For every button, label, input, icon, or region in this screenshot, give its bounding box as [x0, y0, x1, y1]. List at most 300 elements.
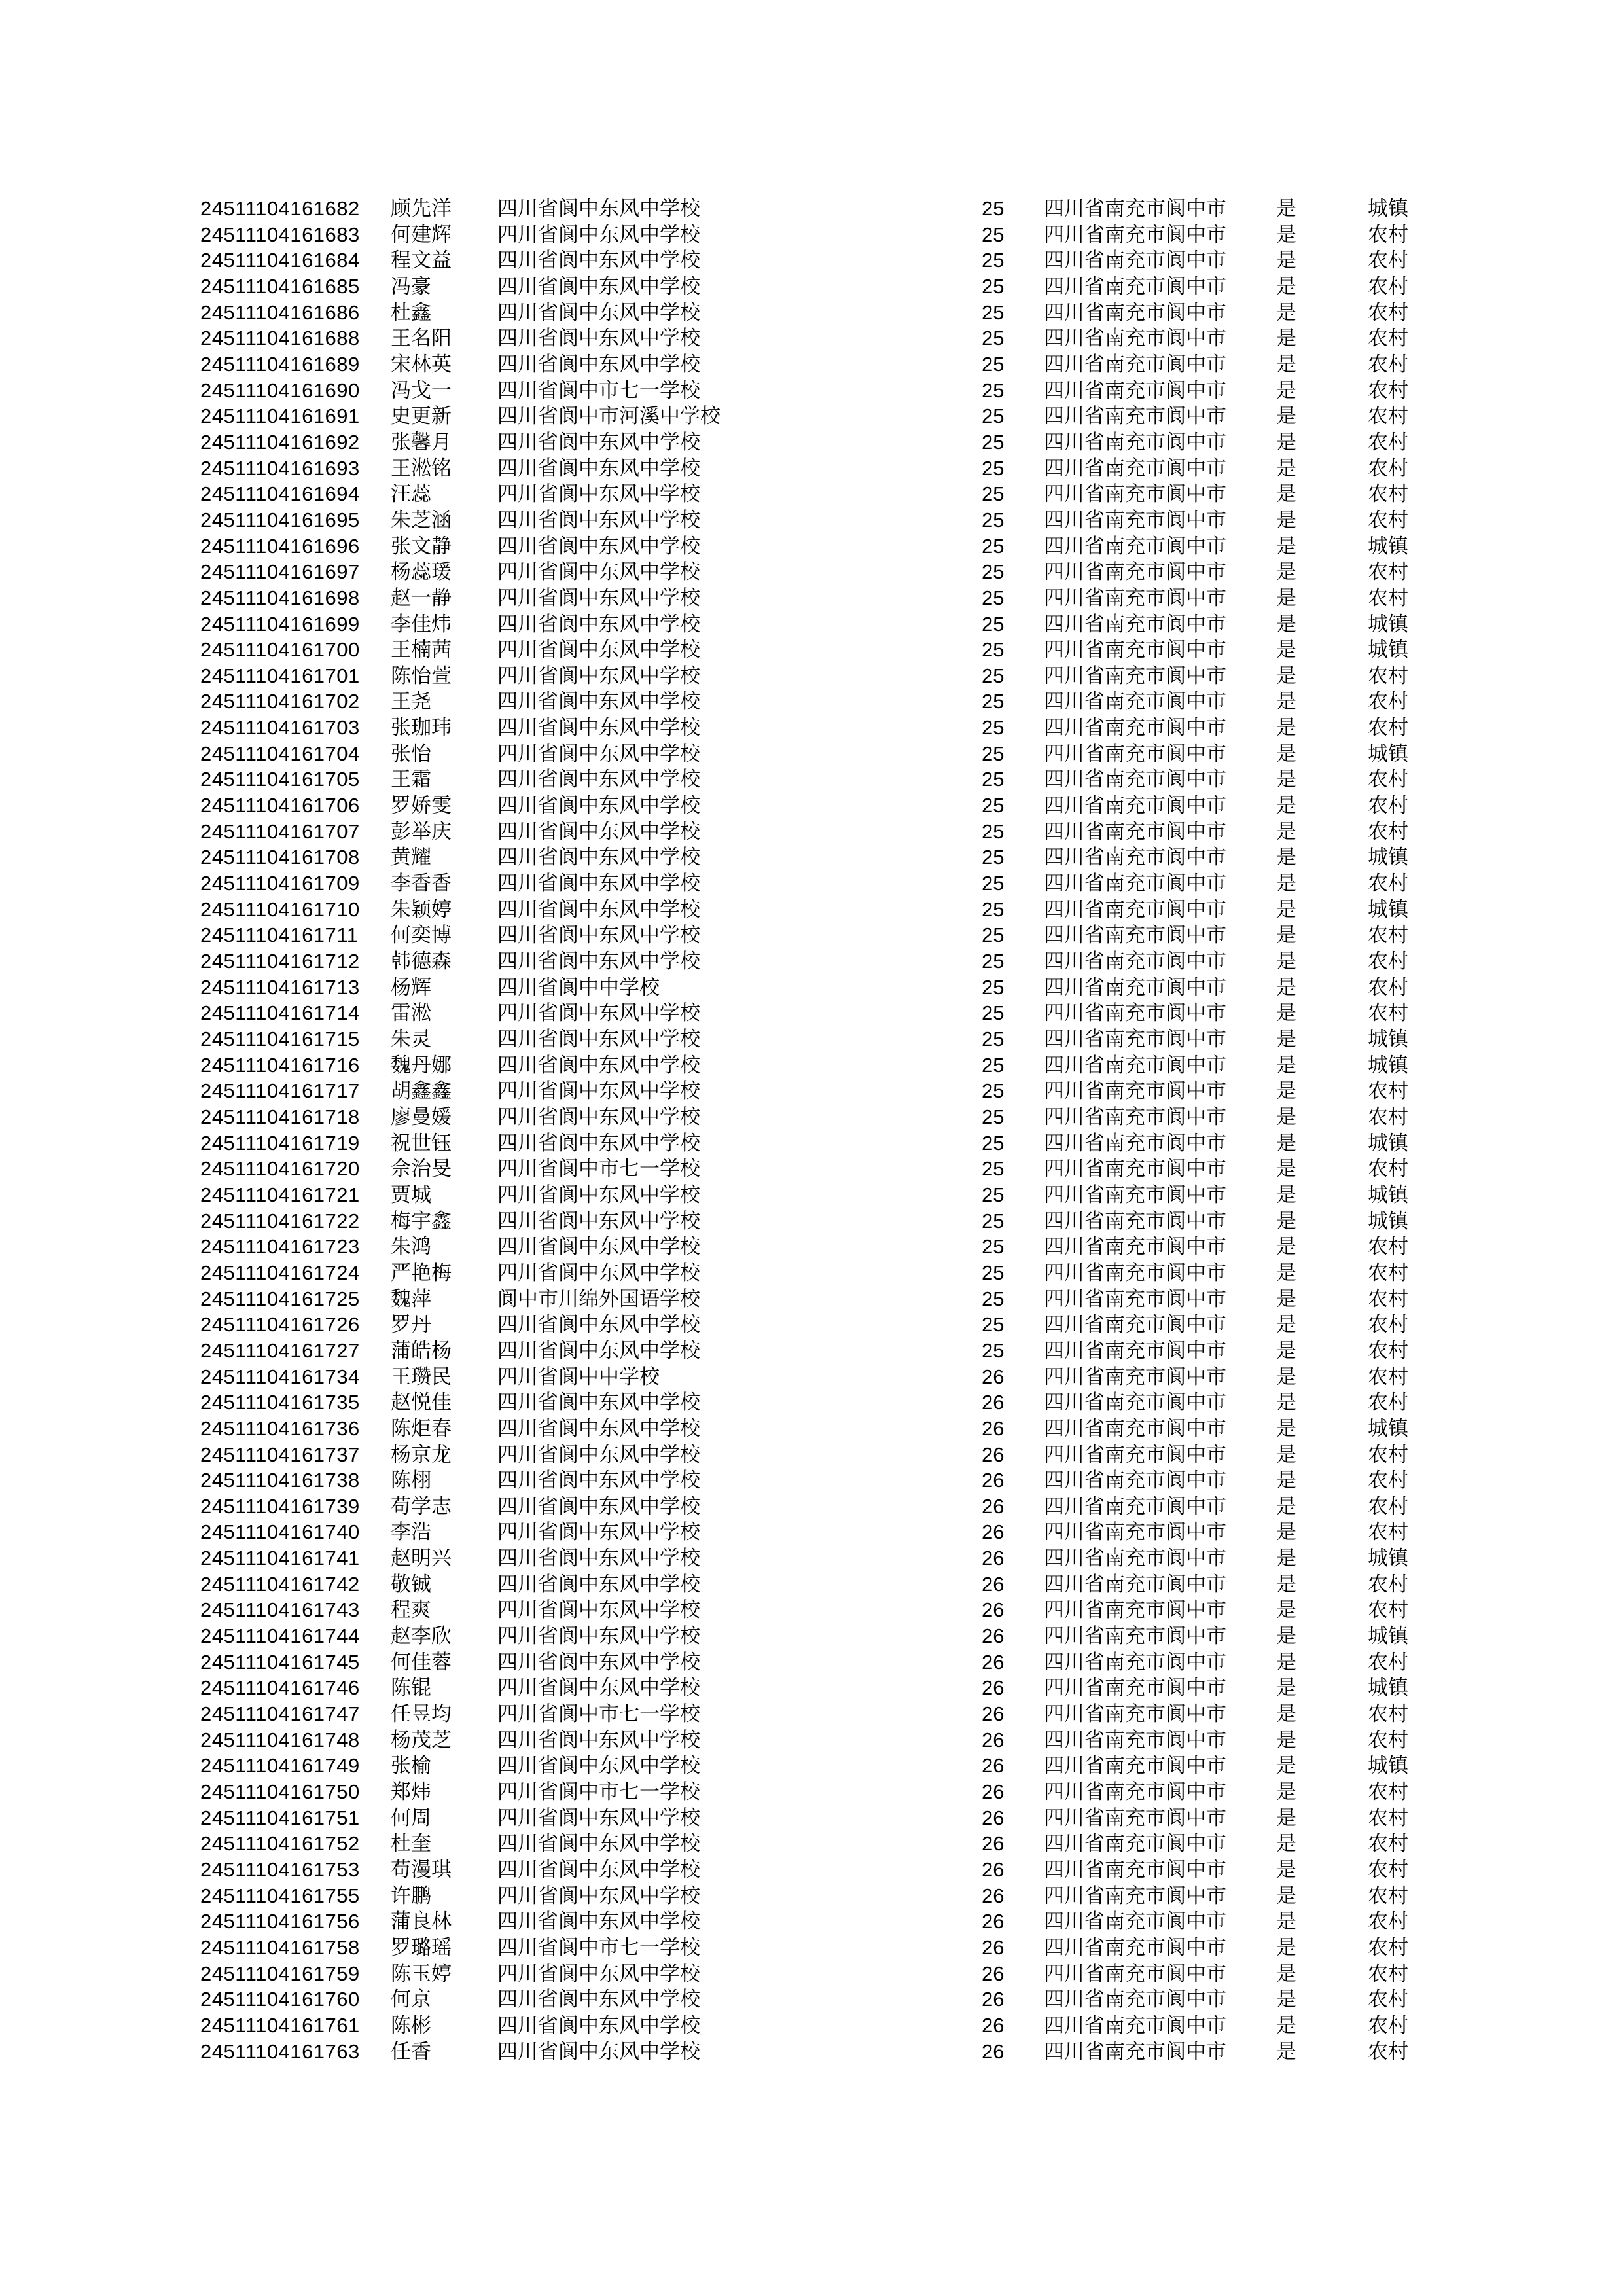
school-name-cell: 四川省阆中东风中学校 — [497, 1131, 700, 1155]
region-cell: 四川省南充市阆中市 — [1044, 1105, 1226, 1128]
number-cell: 26 — [982, 2039, 1005, 2063]
school-name-cell: 四川省阆中东风中学校 — [497, 430, 700, 454]
school-name-cell: 四川省阆中东风中学校 — [497, 1572, 700, 1596]
number-cell: 26 — [982, 1676, 1005, 1700]
table-row — [0, 766, 1623, 793]
residence-type-cell: 农村 — [1368, 1988, 1408, 2011]
region-cell: 四川省南充市阆中市 — [1044, 300, 1226, 324]
region-cell: 四川省南充市阆中市 — [1044, 1443, 1226, 1466]
region-cell: 四川省南充市阆中市 — [1044, 1079, 1226, 1103]
region-cell: 四川省南充市阆中市 — [1044, 716, 1226, 740]
residence-type-cell: 农村 — [1368, 1858, 1408, 1881]
candidate-id-cell: 24511104161693 — [200, 456, 360, 480]
number-cell: 25 — [982, 690, 1005, 713]
region-cell: 四川省南充市阆中市 — [1044, 1650, 1226, 1674]
residence-type-cell: 城镇 — [1368, 897, 1408, 921]
candidate-name-cell: 陈栩 — [391, 1469, 431, 1492]
candidate-name-cell: 任昱均 — [391, 1702, 452, 1726]
number-cell: 25 — [982, 1287, 1005, 1310]
school-name-cell: 四川省阆中东风中学校 — [497, 508, 700, 531]
region-cell: 四川省南充市阆中市 — [1044, 950, 1226, 973]
confirmation-cell: 是 — [1276, 1131, 1296, 1155]
confirmation-cell: 是 — [1276, 1028, 1296, 1050]
residence-type-cell: 城镇 — [1368, 638, 1408, 662]
confirmation-cell: 是 — [1276, 1494, 1296, 1518]
number-cell: 25 — [982, 1261, 1005, 1284]
residence-type-cell: 城镇 — [1368, 1053, 1408, 1077]
table-row — [0, 1597, 1623, 1623]
candidate-name-cell: 杨茂芝 — [391, 1728, 452, 1751]
school-name-cell: 四川省阆中东风中学校 — [497, 1001, 700, 1025]
number-cell: 25 — [982, 197, 1005, 220]
residence-type-cell: 农村 — [1368, 1365, 1408, 1388]
candidate-name-cell: 胡鑫鑫 — [391, 1079, 452, 1103]
school-name-cell: 四川省阆中东风中学校 — [497, 638, 700, 662]
school-name-cell: 四川省阆中东风中学校 — [497, 1962, 700, 1985]
region-cell: 四川省南充市阆中市 — [1044, 327, 1226, 350]
residence-type-cell: 农村 — [1368, 1469, 1408, 1492]
candidate-id-cell: 24511104161718 — [200, 1105, 360, 1128]
candidate-name-cell: 王名阳 — [391, 327, 452, 350]
residence-type-cell: 农村 — [1368, 1105, 1408, 1128]
candidate-id-cell: 24511104161720 — [200, 1157, 360, 1181]
confirmation-cell: 是 — [1276, 1547, 1296, 1570]
candidate-name-cell: 朱灵 — [391, 1028, 431, 1050]
candidate-id-cell: 24511104161715 — [200, 1028, 360, 1050]
confirmation-cell: 是 — [1276, 1702, 1296, 1726]
school-name-cell: 四川省阆中东风中学校 — [497, 819, 700, 843]
residence-type-cell: 农村 — [1368, 1832, 1408, 1856]
number-cell: 26 — [982, 1572, 1005, 1596]
school-name-cell: 四川省阆中东风中学校 — [497, 1183, 700, 1206]
residence-type-cell: 城镇 — [1368, 1028, 1408, 1050]
region-cell: 四川省南充市阆中市 — [1044, 1780, 1226, 1804]
candidate-name-cell: 李佳炜 — [391, 612, 452, 636]
number-cell: 25 — [982, 846, 1005, 869]
region-cell: 四川省南充市阆中市 — [1044, 924, 1226, 947]
school-name-cell: 四川省阆中东风中学校 — [497, 1209, 700, 1232]
candidate-id-cell: 24511104161684 — [200, 249, 360, 272]
candidate-id-cell: 24511104161717 — [200, 1079, 360, 1103]
candidate-name-cell: 张怡 — [391, 742, 431, 765]
candidate-id-cell: 24511104161724 — [200, 1261, 360, 1284]
candidate-name-cell: 程文益 — [391, 249, 452, 272]
number-cell: 25 — [982, 482, 1005, 506]
school-name-cell: 四川省阆中东风中学校 — [497, 1728, 700, 1751]
region-cell: 四川省南充市阆中市 — [1044, 1416, 1226, 1440]
region-cell: 四川省南充市阆中市 — [1044, 1001, 1226, 1025]
table-row — [0, 300, 1623, 326]
candidate-id-cell: 24511104161697 — [200, 560, 360, 584]
table-row — [0, 975, 1623, 1001]
table-row — [0, 611, 1623, 637]
candidate-name-cell: 朱芝涵 — [391, 508, 452, 531]
school-name-cell: 四川省阆中东风中学校 — [497, 482, 700, 506]
candidate-id-cell: 24511104161688 — [200, 327, 360, 350]
residence-type-cell: 农村 — [1368, 1235, 1408, 1259]
number-cell: 26 — [982, 1806, 1005, 1829]
confirmation-cell: 是 — [1276, 1469, 1296, 1492]
number-cell: 25 — [982, 1313, 1005, 1336]
school-name-cell: 四川省阆中东风中学校 — [497, 1469, 700, 1492]
candidate-name-cell: 张馨月 — [391, 430, 452, 454]
candidate-id-cell: 24511104161758 — [200, 1935, 360, 1959]
candidate-name-cell: 陈炬春 — [391, 1416, 452, 1440]
residence-type-cell: 农村 — [1368, 975, 1408, 999]
residence-type-cell: 农村 — [1368, 2039, 1408, 2063]
candidate-name-cell: 任香 — [391, 2039, 431, 2063]
confirmation-cell: 是 — [1276, 1624, 1296, 1648]
candidate-id-cell: 24511104161716 — [200, 1053, 360, 1077]
number-cell: 25 — [982, 975, 1005, 999]
school-name-cell: 四川省阆中东风中学校 — [497, 560, 700, 584]
candidate-id-cell: 24511104161682 — [200, 197, 360, 220]
confirmation-cell: 是 — [1276, 1935, 1296, 1959]
candidate-id-cell: 24511104161711 — [200, 924, 359, 947]
school-name-cell: 四川省阆中东风中学校 — [497, 456, 700, 480]
region-cell: 四川省南充市阆中市 — [1044, 456, 1226, 480]
residence-type-cell: 城镇 — [1368, 846, 1408, 869]
confirmation-cell: 是 — [1276, 1079, 1296, 1103]
confirmation-cell: 是 — [1276, 1053, 1296, 1077]
document-page — [0, 196, 1623, 2064]
school-name-cell: 四川省阆中东风中学校 — [497, 742, 700, 765]
table-row — [0, 637, 1623, 663]
table-row — [0, 533, 1623, 560]
region-cell: 四川省南充市阆中市 — [1044, 1028, 1226, 1050]
region-cell: 四川省南充市阆中市 — [1044, 1391, 1226, 1414]
number-cell: 26 — [982, 1391, 1005, 1414]
region-cell: 四川省南充市阆中市 — [1044, 404, 1226, 428]
residence-type-cell: 农村 — [1368, 1338, 1408, 1362]
region-cell: 四川省南充市阆中市 — [1044, 872, 1226, 895]
school-name-cell: 四川省阆中东风中学校 — [497, 1650, 700, 1674]
candidate-id-cell: 24511104161734 — [200, 1365, 360, 1388]
school-name-cell: 四川省阆中东风中学校 — [497, 1053, 700, 1077]
number-cell: 25 — [982, 664, 1005, 687]
school-name-cell: 四川省阆中东风中学校 — [497, 2039, 700, 2063]
confirmation-cell: 是 — [1276, 1884, 1296, 1907]
school-name-cell: 四川省阆中东风中学校 — [497, 1598, 700, 1622]
number-cell: 25 — [982, 456, 1005, 480]
number-cell: 26 — [982, 1988, 1005, 2011]
residence-type-cell: 城镇 — [1368, 1547, 1408, 1570]
candidate-id-cell: 24511104161756 — [200, 1910, 360, 1933]
region-cell: 四川省南充市阆中市 — [1044, 1235, 1226, 1259]
candidate-id-cell: 24511104161691 — [200, 404, 360, 428]
residence-type-cell: 城镇 — [1368, 612, 1408, 636]
region-cell: 四川省南充市阆中市 — [1044, 1494, 1226, 1518]
school-name-cell: 四川省阆中东风中学校 — [497, 1858, 700, 1881]
table-row — [0, 1805, 1623, 1831]
number-cell: 25 — [982, 378, 1005, 402]
confirmation-cell: 是 — [1276, 1780, 1296, 1804]
candidate-name-cell: 王楠茜 — [391, 638, 452, 662]
number-cell: 25 — [982, 1131, 1005, 1155]
confirmation-cell: 是 — [1276, 560, 1296, 584]
residence-type-cell: 城镇 — [1368, 1676, 1408, 1700]
candidate-id-cell: 24511104161725 — [200, 1287, 360, 1310]
school-name-cell: 四川省阆中东风中学校 — [497, 872, 700, 895]
table-row — [0, 897, 1623, 923]
candidate-name-cell: 宋林英 — [391, 352, 452, 376]
school-name-cell: 四川省阆中东风中学校 — [497, 768, 700, 791]
residence-type-cell: 农村 — [1368, 1780, 1408, 1804]
confirmation-cell: 是 — [1276, 508, 1296, 531]
candidate-name-cell: 郑炜 — [391, 1780, 431, 1804]
residence-type-cell: 农村 — [1368, 690, 1408, 713]
region-cell: 四川省南充市阆中市 — [1044, 742, 1226, 765]
school-name-cell: 四川省阆中市七一学校 — [497, 1780, 700, 1804]
table-row — [0, 196, 1623, 222]
school-name-cell: 四川省阆中东风中学校 — [497, 300, 700, 324]
candidate-id-cell: 24511104161686 — [200, 300, 360, 324]
table-row — [0, 1234, 1623, 1260]
region-cell: 四川省南充市阆中市 — [1044, 197, 1226, 220]
candidate-id-cell: 24511104161750 — [200, 1780, 360, 1804]
number-cell: 25 — [982, 1209, 1005, 1232]
candidate-name-cell: 杨京龙 — [391, 1443, 452, 1466]
candidate-id-cell: 24511104161752 — [200, 1832, 360, 1856]
residence-type-cell: 农村 — [1368, 1520, 1408, 1544]
confirmation-cell: 是 — [1276, 1235, 1296, 1259]
table-row — [0, 1701, 1623, 1727]
residence-type-cell: 农村 — [1368, 872, 1408, 895]
school-name-cell: 四川省阆中东风中学校 — [497, 534, 700, 558]
region-cell: 四川省南充市阆中市 — [1044, 482, 1226, 506]
table-row — [0, 481, 1623, 507]
school-name-cell: 四川省阆中东风中学校 — [497, 1676, 700, 1700]
number-cell: 25 — [982, 612, 1005, 636]
number-cell: 25 — [982, 430, 1005, 454]
candidate-name-cell: 杜鑫 — [391, 300, 431, 324]
school-name-cell: 四川省阆中东风中学校 — [497, 924, 700, 947]
confirmation-cell: 是 — [1276, 1338, 1296, 1362]
table-row — [0, 1078, 1623, 1104]
candidate-id-cell: 24511104161705 — [200, 768, 360, 791]
candidate-id-cell: 24511104161702 — [200, 690, 360, 713]
region-cell: 四川省南充市阆中市 — [1044, 223, 1226, 246]
residence-type-cell: 农村 — [1368, 586, 1408, 609]
confirmation-cell: 是 — [1276, 612, 1296, 636]
region-cell: 四川省南充市阆中市 — [1044, 1469, 1226, 1492]
school-name-cell: 四川省阆中东风中学校 — [497, 612, 700, 636]
table-row — [0, 948, 1623, 975]
confirmation-cell: 是 — [1276, 1105, 1296, 1128]
residence-type-cell: 农村 — [1368, 430, 1408, 454]
candidate-id-cell: 24511104161746 — [200, 1676, 360, 1700]
candidate-name-cell: 朱鸿 — [391, 1235, 431, 1259]
school-name-cell: 四川省阆中市七一学校 — [497, 378, 700, 402]
number-cell: 26 — [982, 1598, 1005, 1622]
number-cell: 25 — [982, 1105, 1005, 1128]
confirmation-cell: 是 — [1276, 1416, 1296, 1440]
confirmation-cell: 是 — [1276, 586, 1296, 609]
residence-type-cell: 农村 — [1368, 924, 1408, 947]
school-name-cell: 四川省阆中东风中学校 — [497, 1806, 700, 1829]
region-cell: 四川省南充市阆中市 — [1044, 1858, 1226, 1881]
candidate-name-cell: 罗娇雯 — [391, 794, 452, 817]
candidate-id-cell: 24511104161706 — [200, 794, 360, 817]
school-name-cell: 四川省阆中东风中学校 — [497, 950, 700, 973]
confirmation-cell: 是 — [1276, 690, 1296, 713]
residence-type-cell: 农村 — [1368, 1443, 1408, 1466]
confirmation-cell: 是 — [1276, 1676, 1296, 1700]
school-name-cell: 四川省阆中东风中学校 — [497, 327, 700, 350]
region-cell: 四川省南充市阆中市 — [1044, 1910, 1226, 1933]
number-cell: 25 — [982, 223, 1005, 246]
number-cell: 26 — [982, 1754, 1005, 1778]
residence-type-cell: 农村 — [1368, 1157, 1408, 1181]
residence-type-cell: 农村 — [1368, 223, 1408, 246]
number-cell: 26 — [982, 1365, 1005, 1388]
table-row — [0, 1338, 1623, 1364]
confirmation-cell: 是 — [1276, 2013, 1296, 2037]
number-cell: 26 — [982, 1962, 1005, 1985]
confirmation-cell: 是 — [1276, 1001, 1296, 1025]
candidate-id-cell: 24511104161698 — [200, 586, 360, 609]
number-cell: 26 — [982, 1469, 1005, 1492]
confirmation-cell: 是 — [1276, 897, 1296, 921]
candidate-name-cell: 杜奎 — [391, 1832, 431, 1856]
region-cell: 四川省南充市阆中市 — [1044, 430, 1226, 454]
residence-type-cell: 农村 — [1368, 1650, 1408, 1674]
number-cell: 25 — [982, 352, 1005, 376]
confirmation-cell: 是 — [1276, 456, 1296, 480]
table-row — [0, 1104, 1623, 1130]
table-row — [0, 247, 1623, 274]
candidate-name-cell: 贾城 — [391, 1183, 431, 1206]
candidate-name-cell: 赵李欣 — [391, 1624, 452, 1648]
residence-type-cell: 农村 — [1368, 1598, 1408, 1622]
residence-type-cell: 农村 — [1368, 1313, 1408, 1336]
candidate-name-cell: 张珈玮 — [391, 716, 452, 740]
residence-type-cell: 农村 — [1368, 1079, 1408, 1103]
table-row — [0, 1390, 1623, 1416]
table-row — [0, 1364, 1623, 1390]
number-cell: 25 — [982, 897, 1005, 921]
confirmation-cell: 是 — [1276, 223, 1296, 246]
number-cell: 25 — [982, 508, 1005, 531]
number-cell: 25 — [982, 716, 1005, 740]
table-row — [0, 1883, 1623, 1909]
confirmation-cell: 是 — [1276, 1988, 1296, 2011]
candidate-name-cell: 陈怡萱 — [391, 664, 452, 687]
residence-type-cell: 农村 — [1368, 378, 1408, 402]
school-name-cell: 四川省阆中东风中学校 — [497, 352, 700, 376]
table-row — [0, 1026, 1623, 1052]
table-row — [0, 1416, 1623, 1442]
residence-type-cell: 农村 — [1368, 1702, 1408, 1726]
school-name-cell: 四川省阆中市七一学校 — [497, 1157, 700, 1181]
candidate-id-cell: 24511104161755 — [200, 1884, 360, 1907]
number-cell: 26 — [982, 1935, 1005, 1959]
region-cell: 四川省南充市阆中市 — [1044, 1338, 1226, 1362]
candidate-name-cell: 朱颖婷 — [391, 897, 452, 921]
region-cell: 四川省南充市阆中市 — [1044, 975, 1226, 999]
number-cell: 26 — [982, 1520, 1005, 1544]
candidate-id-cell: 24511104161683 — [200, 223, 360, 246]
candidate-id-cell: 24511104161737 — [200, 1443, 360, 1466]
region-cell: 四川省南充市阆中市 — [1044, 846, 1226, 869]
confirmation-cell: 是 — [1276, 1598, 1296, 1622]
candidate-id-cell: 24511104161760 — [200, 1988, 360, 2011]
table-row — [0, 1052, 1623, 1079]
region-cell: 四川省南充市阆中市 — [1044, 560, 1226, 584]
school-name-cell: 四川省阆中东风中学校 — [497, 274, 700, 298]
region-cell: 四川省南充市阆中市 — [1044, 2039, 1226, 2063]
candidate-id-cell: 24511104161714 — [200, 1001, 360, 1025]
candidate-name-cell: 陈彬 — [391, 2013, 431, 2037]
candidate-id-cell: 24511104161726 — [200, 1313, 360, 1336]
number-cell: 25 — [982, 872, 1005, 895]
residence-type-cell: 农村 — [1368, 404, 1408, 428]
candidate-name-cell: 冯戈一 — [391, 378, 452, 402]
candidate-id-cell: 24511104161696 — [200, 534, 360, 558]
residence-type-cell: 农村 — [1368, 508, 1408, 531]
confirmation-cell: 是 — [1276, 1443, 1296, 1466]
number-cell: 25 — [982, 819, 1005, 843]
residence-type-cell: 农村 — [1368, 1287, 1408, 1310]
number-cell: 25 — [982, 534, 1005, 558]
residence-type-cell: 农村 — [1368, 2013, 1408, 2037]
confirmation-cell: 是 — [1276, 924, 1296, 947]
number-cell: 25 — [982, 950, 1005, 973]
candidate-name-cell: 祝世钰 — [391, 1131, 452, 1155]
number-cell: 25 — [982, 924, 1005, 947]
confirmation-cell: 是 — [1276, 1157, 1296, 1181]
candidate-name-cell: 李香香 — [391, 872, 452, 895]
candidate-id-cell: 24511104161689 — [200, 352, 360, 376]
candidate-name-cell: 何建辉 — [391, 223, 452, 246]
confirmation-cell: 是 — [1276, 1209, 1296, 1232]
candidate-name-cell: 赵一静 — [391, 586, 452, 609]
region-cell: 四川省南充市阆中市 — [1044, 352, 1226, 376]
confirmation-cell: 是 — [1276, 1287, 1296, 1310]
candidate-id-cell: 24511104161741 — [200, 1547, 360, 1570]
residence-type-cell: 城镇 — [1368, 1131, 1408, 1155]
candidate-name-cell: 梅宇鑫 — [391, 1209, 452, 1232]
candidate-name-cell: 魏萍 — [391, 1287, 431, 1310]
residence-type-cell: 农村 — [1368, 456, 1408, 480]
candidate-id-cell: 24511104161735 — [200, 1391, 360, 1414]
confirmation-cell: 是 — [1276, 950, 1296, 973]
school-name-cell: 四川省阆中东风中学校 — [497, 586, 700, 609]
confirmation-cell: 是 — [1276, 197, 1296, 220]
confirmation-cell: 是 — [1276, 1313, 1296, 1336]
candidate-name-cell: 王瓒民 — [391, 1365, 452, 1388]
confirmation-cell: 是 — [1276, 1754, 1296, 1778]
candidate-name-cell: 雷淞 — [391, 1001, 431, 1025]
candidate-name-cell: 程爽 — [391, 1598, 431, 1622]
candidate-id-cell: 24511104161692 — [200, 430, 360, 454]
candidate-id-cell: 24511104161744 — [200, 1624, 360, 1648]
confirmation-cell: 是 — [1276, 1806, 1296, 1829]
candidate-name-cell: 杨辉 — [391, 975, 431, 999]
residence-type-cell: 农村 — [1368, 1001, 1408, 1025]
confirmation-cell: 是 — [1276, 378, 1296, 402]
residence-type-cell: 农村 — [1368, 327, 1408, 350]
region-cell: 四川省南充市阆中市 — [1044, 1131, 1226, 1155]
candidate-name-cell: 苟学志 — [391, 1494, 452, 1518]
candidate-name-cell: 汪蕊 — [391, 482, 431, 506]
number-cell: 26 — [982, 1702, 1005, 1726]
region-cell: 四川省南充市阆中市 — [1044, 1209, 1226, 1232]
residence-type-cell: 农村 — [1368, 1962, 1408, 1985]
confirmation-cell: 是 — [1276, 872, 1296, 895]
table-row — [0, 325, 1623, 351]
residence-type-cell: 农村 — [1368, 300, 1408, 324]
